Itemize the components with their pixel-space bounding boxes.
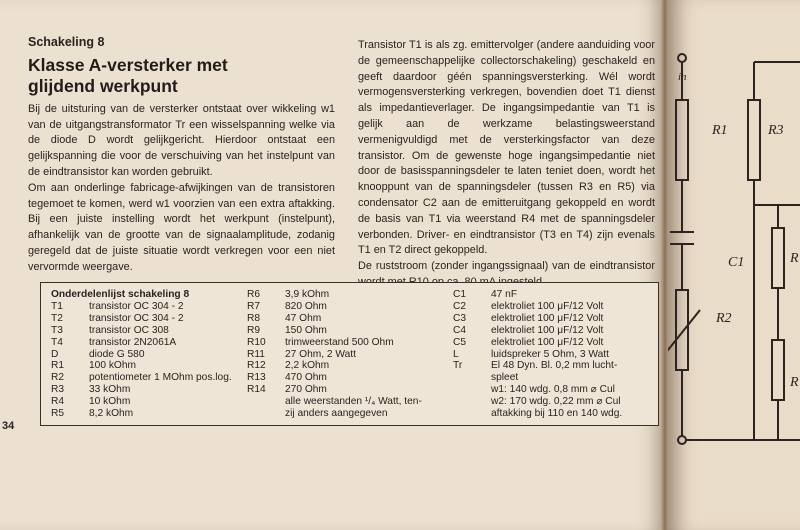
r-partial-label: R: [790, 251, 799, 266]
resistor-r3-icon: [748, 100, 760, 180]
page-title: [28, 55, 335, 97]
parts-row: [51, 384, 246, 396]
part-designator: [453, 384, 491, 396]
part-designator: R1: [51, 360, 65, 372]
parts-row: [247, 384, 447, 396]
parts-row: [453, 384, 653, 396]
part-designator: R9: [247, 324, 261, 336]
part-description: elektroliet 100 μF/12 Volt: [491, 336, 604, 348]
parts-row: [453, 289, 653, 301]
circuit-schematic: [668, 0, 800, 530]
part-description: 100 kOhm: [89, 360, 136, 372]
part-designator: R11: [247, 348, 265, 360]
parts-row: [453, 337, 653, 349]
parts-row: [453, 349, 653, 361]
parts-row: [453, 313, 653, 325]
r1-label: R1: [712, 123, 728, 138]
parts-row: [51, 408, 246, 420]
part-designator: R8: [247, 312, 261, 324]
part-designator: R5: [51, 408, 65, 420]
part-description: 820 Ohm: [285, 300, 327, 312]
part-description: transistor OC 308: [89, 324, 169, 336]
parts-row: [51, 372, 246, 384]
paragraph: De ruststroom (zonder ingangssignaal) van de eindtransistor: [358, 260, 655, 273]
paragraph: Om aan onderlinge fabricage-afwijkingen van de transistoren tegemoet te komen, werd w1 voorzien van een extra aftakking. Bij een juiste instelling wordt het werkpunt (instelpunt), afhankelijk van de grootte van de signaalamplitude, zodanig geregeld dat de juiste situatie wordt verkregen voor een niet vervormde weergave.: [28, 181, 335, 273]
part-designator: T3: [51, 324, 63, 336]
part-designator: R14: [247, 384, 266, 396]
parts-row: [51, 396, 246, 408]
part-designator: T2: [51, 312, 63, 324]
parts-column-1: [51, 289, 246, 420]
c1-label: C1: [728, 255, 745, 270]
part-description: 47 nF: [491, 289, 518, 300]
input-label: in: [678, 71, 687, 83]
r3-label: R3: [768, 123, 784, 138]
parts-row: [51, 301, 246, 313]
parts-column-3: [453, 289, 653, 420]
section-label: Schakeling 8: [28, 35, 105, 49]
part-description: transistor OC 304 - 2: [89, 300, 184, 312]
part-description: trimweerstand 500 Ohm: [285, 336, 394, 348]
ground-terminal-icon: [678, 436, 686, 444]
part-description: diode G 580: [89, 348, 145, 360]
parts-row: [453, 301, 653, 313]
part-designator: R13: [247, 372, 266, 384]
parts-row: [51, 360, 246, 372]
parts-row: [453, 360, 653, 372]
parts-list-box: [40, 282, 659, 426]
parts-row: [247, 337, 447, 349]
part-description: elektroliet 100 μF/12 Volt: [491, 300, 604, 312]
part-designator: C2: [453, 300, 467, 312]
part-description: aftakking bij 110 en 140 wdg.: [491, 408, 623, 420]
page-number: 34: [2, 420, 15, 432]
parts-row: [51, 337, 246, 349]
part-description: elektroliet 100 μF/12 Volt: [491, 312, 604, 324]
part-description: luidspreker 5 Ohm, 3 Watt: [491, 348, 609, 360]
part-description: transistor OC 304 - 2: [89, 312, 184, 324]
part-description: alle weerstanden ¹/₄ Watt, ten-: [285, 396, 422, 408]
part-designator: Tr: [453, 360, 463, 372]
part-description: 2,2 kOhm: [285, 360, 330, 372]
part-designator: R3: [51, 384, 65, 396]
parts-row: [51, 325, 246, 337]
part-designator: [247, 408, 285, 420]
r-partial-label: R: [790, 375, 799, 390]
part-description: 33 kOhm: [89, 384, 131, 396]
part-description: 10 kOhm: [89, 396, 131, 408]
part-description: 150 Ohm: [285, 324, 327, 336]
part-designator: R12: [247, 360, 266, 372]
parts-row: [247, 396, 447, 408]
part-designator: R7: [247, 300, 261, 312]
part-description: w2: 170 wdg. 0,22 mm ⌀ Cul: [491, 396, 621, 408]
part-designator: L: [453, 348, 459, 360]
paragraph: Bij de uitsturing van de versterker ontstaat over wikkeling w1 van de uitgangstransformator Tr een wisselspanning welke via de diode D wordt gelijkgericht. Hierdoor ontstaat een gelijkspanning die voor de verschuiving van het instelpunt van de eindtransistor kan worden gebruikt.: [28, 102, 335, 178]
parts-column-2: [247, 289, 447, 420]
potentiometer-r2-icon: [676, 290, 688, 370]
resistor-partial-icon: [772, 340, 784, 400]
part-description: spleet: [491, 372, 519, 384]
parts-row: [247, 360, 447, 372]
title-line-2: glijdend werkpunt: [28, 75, 178, 96]
parts-row: [453, 325, 653, 337]
part-description: w1: 140 wdg. 0,8 mm ⌀ Cul: [491, 384, 615, 396]
part-description: 47 Ohm: [285, 312, 322, 324]
paragraph: Transistor T1 is als zg. emittervolger (andere aanduiding voor de gemeenschappelijke collectorschakeling) geschakeld en geeft daardoor géén spanningsversterking. Wél wordt vermogensversterking verkregen, bovendien doet T1 dienst als impedantieverlager. De ingangsimpedantie van T1 is gelijk aan de werkzame belastingsweerstand vermenigvuldigd met de versterkingsfactor van deze transistor. Om de gewenste hoge ingangsimpedantie niet door de basisspanningsdeler te laten teniet doen, wordt het knooppunt van de spanningsdeler (tussen R3 en R5) via condensator C2 aan de emitteruitgang gekoppeld en wordt de basis van T1 via weerstand R4 met de spanningsdeler verbonden. Driver- en eindtransistor (T3 en T4) zijn evenals T1 en T2 direct gekoppeld.: [358, 39, 655, 257]
part-description: 8,2 kOhm: [89, 408, 134, 420]
parts-row: [453, 408, 653, 420]
parts-row: [247, 408, 447, 420]
input-terminal-icon: [678, 54, 686, 62]
part-description: zij anders aangegeven: [285, 408, 388, 420]
r2-label: R2: [716, 311, 732, 326]
part-designator: R10: [247, 336, 266, 348]
part-designator: [247, 396, 285, 408]
part-designator: C4: [453, 324, 467, 336]
part-designator: R2: [51, 372, 65, 384]
title-line-1: Klasse A-versterker met: [28, 54, 228, 75]
parts-row: [453, 396, 653, 408]
part-designator: [453, 408, 491, 420]
part-designator: [453, 396, 491, 408]
part-designator: C5: [453, 336, 467, 348]
part-designator: T4: [51, 336, 63, 348]
part-description: 470 Ohm: [285, 372, 327, 384]
part-designator: T1: [51, 300, 63, 312]
part-description: transistor 2N2061A: [89, 336, 177, 348]
part-description: 27 Ohm, 2 Watt: [285, 348, 356, 360]
parts-row: [247, 349, 447, 361]
parts-row: [51, 349, 246, 361]
parts-row: [51, 313, 246, 325]
part-description: 3,9 kOhm: [285, 289, 330, 300]
right-column: [358, 38, 655, 291]
part-description: elektroliet 100 μF/12 Volt: [491, 324, 604, 336]
part-description: El 48 Dyn. Bl. 0,2 mm lucht-: [491, 360, 618, 372]
parts-row: [247, 372, 447, 384]
part-designator: D: [51, 348, 59, 360]
parts-row: [453, 372, 653, 384]
parts-row: [247, 301, 447, 313]
part-designator: R6: [247, 289, 261, 300]
resistor-r1-icon: [676, 100, 688, 180]
parts-list-heading: Onderdelenlijst schakeling 8: [51, 289, 190, 300]
part-description: potentiometer 1 MOhm pos.log.: [89, 372, 232, 384]
parts-row: [247, 289, 447, 301]
parts-row: [247, 325, 447, 337]
parts-row: [247, 313, 447, 325]
part-description: 270 Ohm: [285, 384, 327, 396]
part-designator: R4: [51, 396, 65, 408]
part-designator: C3: [453, 312, 467, 324]
part-designator: C1: [453, 289, 467, 300]
resistor-partial-icon: [772, 228, 784, 288]
left-column: [28, 35, 335, 276]
part-designator: [453, 372, 491, 384]
